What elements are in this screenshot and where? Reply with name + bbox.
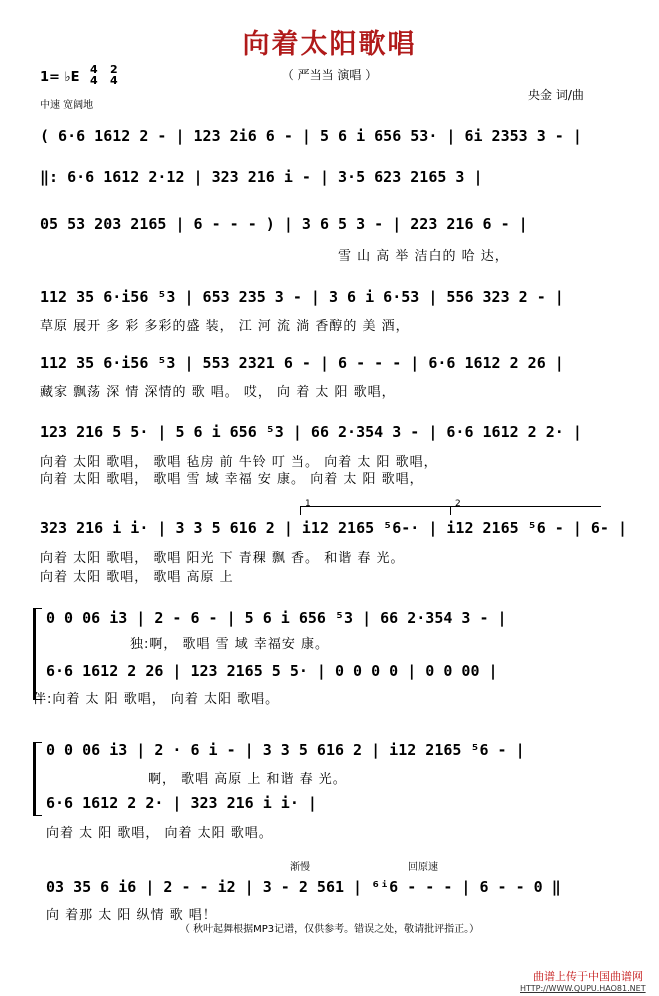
volta-bracket-2 bbox=[450, 499, 601, 515]
score-line-4: 112 35 6·i56 ⁵3 | 653 235 3 - | 3 6 i 6·53 | 556 323 2 - | bbox=[40, 288, 564, 306]
lyric-line-7b: 向着 太阳 歌唱， 歌唱 高原 上 bbox=[40, 570, 234, 585]
key-signature: 1= ♭E bbox=[40, 70, 80, 85]
score-line-6: 123 216 5 5· | 5 6 i 656 ⁵3 | 66 2·354 3 - | 6·6 1612 2 2· | bbox=[40, 423, 582, 441]
transcription-note: （ 秋叶起舞根据MP3记谱，仅供参考。错误之处，敬请批评指正。） bbox=[179, 924, 480, 935]
score-line-2: ‖: 6·6 1612 2·12 | 323 216 i - | 3·5 623 2165 3 | bbox=[40, 168, 483, 186]
lyric-line-6a: 向着 太阳 歌唱， 歌唱 毡房 前 牛铃 叮 当。 向着 太 阳 歌唱， bbox=[40, 455, 438, 470]
lyric-line-9: 伴:向着 太 阳 歌唱， 向着 太阳 歌唱。 bbox=[33, 692, 280, 707]
score-line-8: 0 0 06 i3 | 2 - 6 - | 5 6 i 656 ⁵3 | 66 2·354 3 - | bbox=[46, 609, 507, 627]
score-line-9: 6·6 1612 2 26 | 123 2165 5 5· | 0 0 0 0 | 0 0 00 | bbox=[46, 662, 498, 680]
score-line-7: 323 216 i i· | 3 3 5 616 2 | i12 2165 ⁵6-· | i12 2165 ⁵6 - | 6- | bbox=[40, 519, 627, 537]
tempo-mark-return: 回原速 bbox=[408, 862, 438, 873]
score-line-3: 05 53 203 2165 | 6 - - - ) | 3 6 5 3 - | 223 216 6 - | bbox=[40, 215, 528, 233]
volta-number-1: 1 bbox=[305, 499, 311, 509]
tempo-mark-slow: 渐慢 bbox=[290, 862, 310, 873]
lyric-line-12: 向 着那 太 阳 纵情 歌 唱！ bbox=[46, 908, 217, 923]
composer-credit: 央金 词/曲 bbox=[528, 88, 584, 102]
score-line-12: 03 35 6 i6 | 2 - - i2 | 3 - 2 561 | ⁶ⁱ6 - - - | 6 - - 0 ‖ bbox=[46, 878, 561, 896]
score-line-10: 0 0 06 i3 | 2 · 6 i - | 3 3 5 616 2 | i12 2165 ⁵6 - | bbox=[46, 741, 525, 759]
time-signature-b: 2 4 bbox=[110, 63, 118, 87]
system-brace-1 bbox=[33, 608, 42, 700]
lyric-line-11: 向着 太 阳 歌唱， 向着 太阳 歌唱。 bbox=[46, 826, 273, 841]
tempo-marking: 中速 宽阔地 bbox=[40, 100, 94, 111]
footer-site-name: 曲谱上传于中国曲谱网 bbox=[533, 970, 643, 983]
song-title: 向着太阳歌唱 bbox=[242, 29, 417, 60]
score-line-5: 112 35 6·i56 ⁵3 | 553 2321 6 - | 6 - - - | 6·6 1612 2 26 | bbox=[40, 354, 564, 372]
time-signature-a: 4 4 bbox=[90, 63, 98, 87]
lyric-line-5: 藏家 飘荡 深 情 深情的 歌 唱。 哎， 向 着 太 阳 歌唱， bbox=[40, 385, 396, 400]
lyric-line-10: 啊， 歌唱 高原 上 和谐 春 光。 bbox=[148, 772, 347, 787]
volta-number-2: 2 bbox=[455, 499, 461, 509]
performer-credit: （ 严当当 演唱 ） bbox=[281, 68, 378, 82]
footer-url-link[interactable]: HTTP://WWW.QUPU.HAO81.NET bbox=[520, 984, 646, 993]
volta-bracket-1 bbox=[300, 499, 451, 515]
system-brace-2 bbox=[33, 742, 42, 816]
footer-url bbox=[520, 984, 646, 993]
score-line-11: 6·6 1612 2 2· | 323 216 i i· | bbox=[46, 794, 317, 812]
lyric-line-8: 独:啊， 歌唱 雪 域 幸福安 康。 bbox=[130, 637, 330, 652]
score-line-1: ( 6·6 1612 2 - | 123 2i6 6 - | 5 6 i 656 53· | 6i 2353 3 - | bbox=[40, 127, 582, 145]
lyric-line-6b: 向着 太阳 歌唱， 歌唱 雪 域 幸福 安 康。 向着 太 阳 歌唱， bbox=[40, 472, 424, 487]
lyric-line-7a: 向着 太阳 歌唱， 歌唱 阳光 下 青稞 飘 香。 和谐 春 光。 bbox=[40, 551, 405, 566]
lyric-line-4: 草原 展开 多 彩 多彩的盛 装， 江 河 流 淌 香醇的 美 酒， bbox=[40, 319, 410, 334]
lyric-line-3: 雪 山 高 举 洁白的 哈 达， bbox=[338, 249, 509, 264]
